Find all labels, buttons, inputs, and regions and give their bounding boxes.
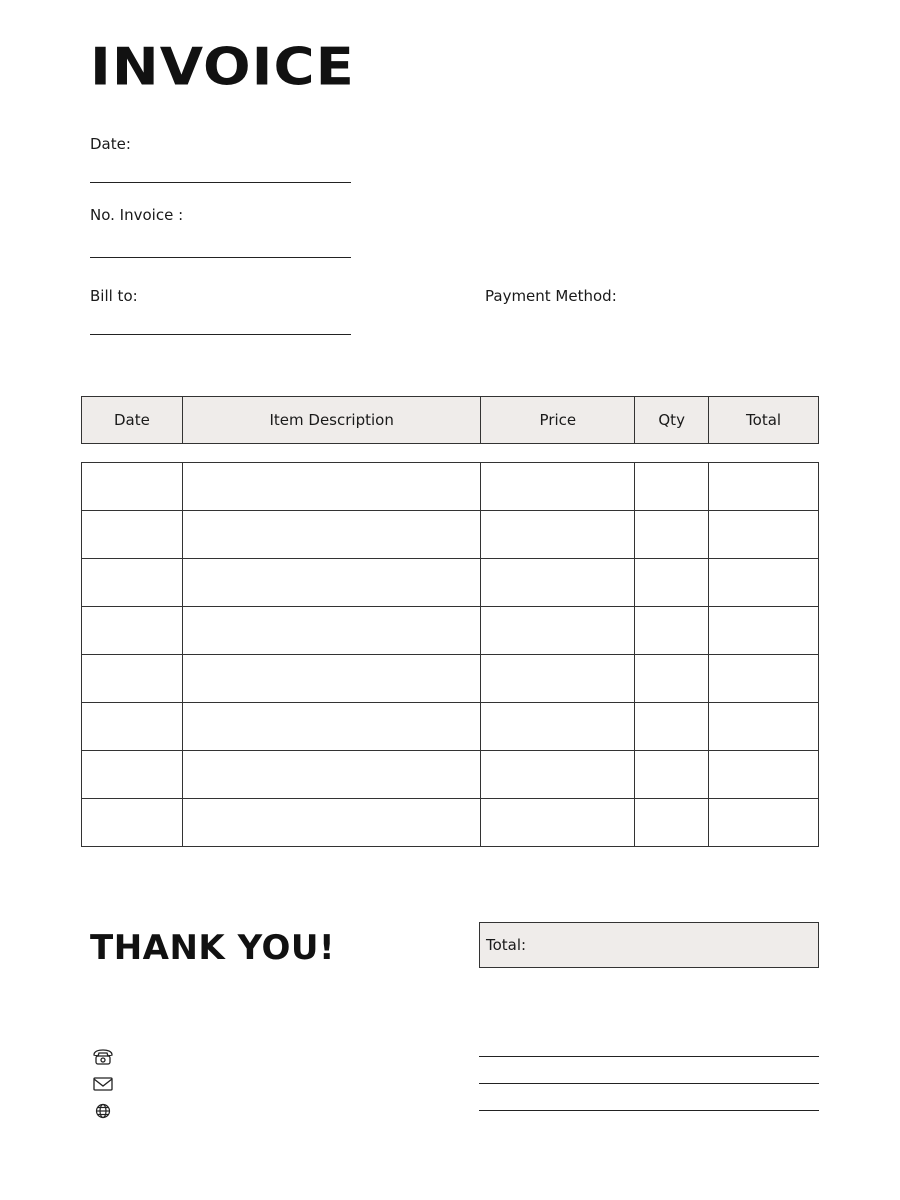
date-cell[interactable]: [82, 703, 183, 751]
table-row: [82, 607, 819, 655]
column-header-date: Date: [82, 397, 183, 444]
thank-you-heading: THANK YOU!: [90, 928, 336, 968]
payment-method-label: Payment Method:: [485, 287, 617, 305]
date-cell[interactable]: [82, 655, 183, 703]
date-cell[interactable]: [82, 559, 183, 607]
column-header-total: Total: [709, 397, 819, 444]
item-description-cell[interactable]: [182, 703, 481, 751]
table-row: [82, 703, 819, 751]
column-header-price: Price: [481, 397, 635, 444]
item-description-cell[interactable]: [182, 799, 481, 847]
date-cell[interactable]: [82, 799, 183, 847]
qty-cell[interactable]: [635, 511, 709, 559]
price-cell[interactable]: [481, 463, 635, 511]
bill-to-line[interactable]: [90, 334, 351, 335]
date-cell[interactable]: [82, 511, 183, 559]
price-cell[interactable]: [481, 751, 635, 799]
qty-cell[interactable]: [635, 655, 709, 703]
item-description-cell[interactable]: [182, 607, 481, 655]
bill-to-label: Bill to:: [90, 287, 138, 305]
column-header-item-description: Item Description: [182, 397, 481, 444]
invoice-number-line[interactable]: [90, 257, 351, 258]
contact-line-web[interactable]: [479, 1110, 819, 1111]
total-cell[interactable]: [709, 463, 819, 511]
price-cell[interactable]: [481, 511, 635, 559]
item-description-cell[interactable]: [182, 511, 481, 559]
invoice-number-label: No. Invoice :: [90, 206, 184, 224]
price-cell[interactable]: [481, 607, 635, 655]
qty-cell[interactable]: [635, 463, 709, 511]
table-row: [82, 655, 819, 703]
total-cell[interactable]: [709, 751, 819, 799]
price-cell[interactable]: [481, 559, 635, 607]
qty-cell[interactable]: [635, 703, 709, 751]
items-table: [81, 462, 819, 847]
item-description-cell[interactable]: [182, 751, 481, 799]
qty-cell[interactable]: [635, 607, 709, 655]
total-cell[interactable]: [709, 703, 819, 751]
contact-line-phone[interactable]: [479, 1056, 819, 1057]
price-cell[interactable]: [481, 655, 635, 703]
total-cell[interactable]: [709, 799, 819, 847]
total-box[interactable]: [479, 922, 819, 968]
page-title: INVOICE: [90, 37, 355, 98]
date-label: Date:: [90, 135, 131, 153]
total-cell[interactable]: [709, 559, 819, 607]
total-cell[interactable]: [709, 607, 819, 655]
price-cell[interactable]: [481, 799, 635, 847]
phone-icon: [92, 1048, 114, 1066]
mail-icon: [92, 1075, 114, 1093]
date-cell[interactable]: [82, 751, 183, 799]
date-cell[interactable]: [82, 463, 183, 511]
table-row: [82, 511, 819, 559]
qty-cell[interactable]: [635, 799, 709, 847]
date-line[interactable]: [90, 182, 351, 183]
table-row: [82, 463, 819, 511]
item-description-cell[interactable]: [182, 655, 481, 703]
qty-cell[interactable]: [635, 559, 709, 607]
column-header-qty: Qty: [635, 397, 709, 444]
items-table-header: [81, 396, 819, 444]
table-row: [82, 559, 819, 607]
price-cell[interactable]: [481, 703, 635, 751]
table-row: [82, 799, 819, 847]
contact-line-mail[interactable]: [479, 1083, 819, 1084]
table-row: [82, 751, 819, 799]
total-label: Total:: [486, 936, 527, 954]
total-cell[interactable]: [709, 655, 819, 703]
item-description-cell[interactable]: [182, 559, 481, 607]
item-description-cell[interactable]: [182, 463, 481, 511]
total-cell[interactable]: [709, 511, 819, 559]
globe-icon: [92, 1102, 114, 1120]
qty-cell[interactable]: [635, 751, 709, 799]
date-cell[interactable]: [82, 607, 183, 655]
